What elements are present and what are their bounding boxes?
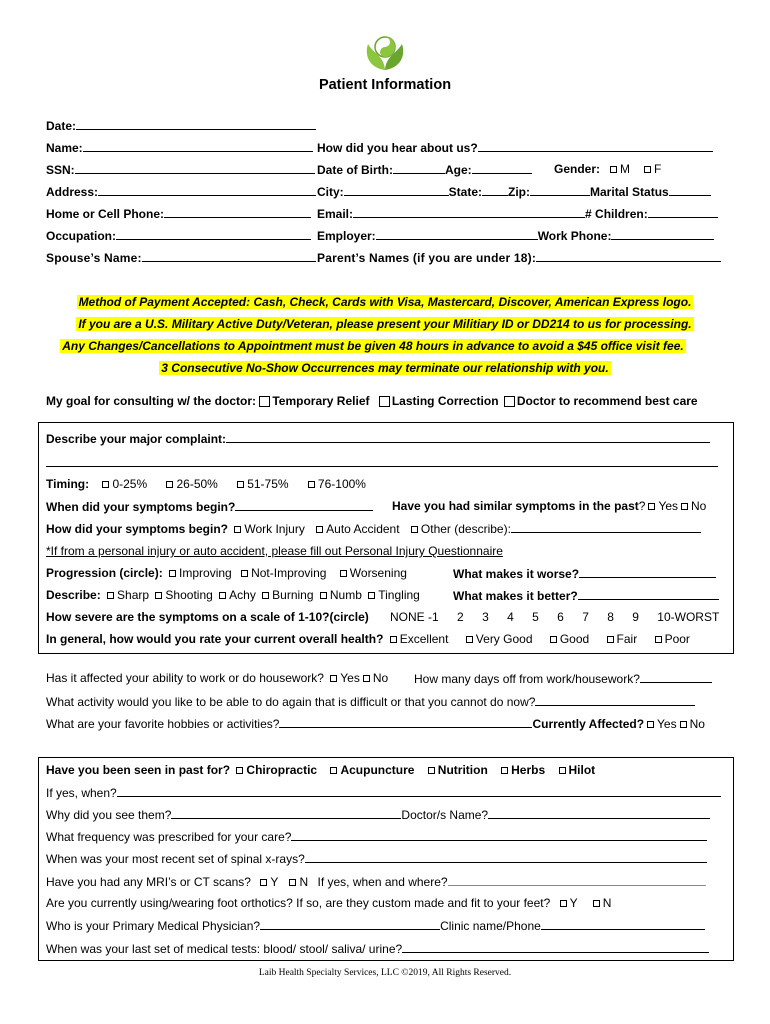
affected-yes-checkbox[interactable]: [330, 675, 337, 682]
not-improving-checkbox[interactable]: [241, 570, 248, 577]
herbs-label: Herbs: [511, 763, 546, 777]
burning-checkbox[interactable]: [262, 592, 269, 599]
fair-label: Fair: [616, 632, 638, 646]
timing-0-25-checkbox[interactable]: [102, 481, 109, 488]
city-field[interactable]: [344, 184, 449, 196]
parents-label: Parent’s Names (if you are under 18):: [317, 251, 537, 265]
hobbies-field[interactable]: [279, 716, 532, 728]
hilot-checkbox[interactable]: [559, 767, 566, 774]
ssn-field[interactable]: [75, 162, 315, 174]
currently-yes-checkbox[interactable]: [647, 721, 654, 728]
severity-option[interactable]: 4: [507, 610, 514, 624]
name-field[interactable]: [83, 140, 313, 152]
severity-scale: [390, 610, 719, 624]
shooting-label: Shooting: [165, 588, 213, 602]
doctor-name-label: Doctor/s Name?: [401, 808, 489, 822]
goal-lasting-checkbox[interactable]: [379, 396, 390, 407]
orthotics-no-label: N: [602, 896, 612, 910]
goal-recommend-checkbox[interactable]: [504, 396, 515, 407]
severity-option[interactable]: 3: [482, 610, 489, 624]
personal-injury-note: *If from a personal injury or auto accident, please fill out Personal Injury Questionnaire: [46, 544, 503, 558]
state-field[interactable]: [482, 184, 508, 196]
severity-option[interactable]: 2: [457, 610, 464, 624]
xrays-label: When was your most recent set of spinal x-rays?: [46, 852, 305, 866]
worsening-label: Worsening: [349, 566, 407, 580]
currently-affected-label: Currently Affected?: [532, 717, 645, 731]
clinic-field[interactable]: [541, 918, 705, 930]
no-show-notice: 3 Consecutive No-Show Occurrences may terminate our relationship with you.: [161, 361, 609, 375]
other-cause-checkbox[interactable]: [411, 526, 418, 533]
describe-label: Describe:: [46, 588, 101, 602]
complaint-field[interactable]: [226, 431, 710, 443]
heard-label: How did you hear about us?: [317, 141, 478, 155]
currently-yes-label: Yes: [657, 717, 677, 731]
mri-no-checkbox[interactable]: [289, 879, 296, 886]
similar-no-label: No: [691, 499, 707, 513]
numb-label: Numb: [329, 588, 362, 602]
cancellation-notice: Any Changes/Cancellations to Appointment must be given 48 hours in advance to avoid a $45 office visit fee.: [62, 339, 684, 353]
phone-label: Home or Cell Phone:: [46, 207, 165, 221]
children-label: # Children:: [585, 207, 648, 221]
sharp-checkbox[interactable]: [107, 592, 114, 599]
age-label: Age:: [445, 163, 472, 177]
begin-when-label: When did your symptoms begin?: [46, 500, 236, 514]
timing-76-100-checkbox[interactable]: [308, 481, 315, 488]
email-label: Email:: [317, 207, 354, 221]
not-improving-label: Not-Improving: [251, 566, 327, 580]
affected-no-checkbox[interactable]: [363, 675, 370, 682]
acupuncture-checkbox[interactable]: [330, 767, 337, 774]
poor-checkbox[interactable]: [655, 636, 662, 643]
timing-label: Timing:: [46, 477, 90, 491]
work-injury-checkbox[interactable]: [234, 526, 241, 533]
zip-field[interactable]: [530, 184, 590, 196]
if-yes-when-field[interactable]: [117, 785, 721, 797]
phone-field[interactable]: [164, 206, 311, 218]
better-field[interactable]: [578, 588, 719, 600]
other-cause-field[interactable]: [511, 521, 701, 533]
orthotics-yes-checkbox[interactable]: [560, 900, 567, 907]
page-title: Patient Information: [318, 77, 452, 93]
severity-option[interactable]: 5: [532, 610, 539, 624]
mri-yes-label: Y: [270, 875, 279, 889]
address-field[interactable]: [98, 184, 316, 196]
orthotics-no-checkbox[interactable]: [593, 900, 600, 907]
acupuncture-label: Acupuncture: [340, 763, 415, 777]
numb-checkbox[interactable]: [320, 592, 327, 599]
health-label: In general, how would you rate your current overall health?: [46, 632, 384, 646]
achy-label: Achy: [229, 588, 256, 602]
city-label: City:: [317, 185, 344, 199]
nutrition-label: Nutrition: [437, 763, 488, 777]
better-label: What makes it better?: [453, 589, 578, 603]
currently-no-label: No: [689, 717, 705, 731]
tests-field[interactable]: [402, 941, 709, 953]
spouse-field[interactable]: [142, 250, 316, 262]
goal-temporary-checkbox[interactable]: [259, 396, 270, 407]
poor-label: Poor: [664, 632, 690, 646]
mri-label: Have you had any MRI’s or CT scans?: [46, 875, 251, 889]
complaint-label: Describe your major complaint:: [46, 432, 227, 446]
shooting-checkbox[interactable]: [155, 592, 162, 599]
marital-field[interactable]: [669, 184, 711, 196]
xrays-field[interactable]: [305, 851, 707, 863]
currently-no-checkbox[interactable]: [680, 721, 687, 728]
days-off-label: How many days off from work/housework?: [414, 672, 640, 686]
ssn-label: SSN:: [46, 163, 75, 177]
heard-field[interactable]: [478, 140, 713, 152]
gender-m-checkbox[interactable]: [610, 166, 617, 173]
auto-accident-label: Auto Accident: [326, 522, 400, 536]
zip-label: Zip:: [508, 185, 531, 199]
affected-label: Has it affected your ability to work or do housework?: [46, 671, 324, 685]
gender-m-label: M: [620, 162, 631, 176]
hobbies-label: What are your favorite hobbies or activities?: [46, 717, 280, 731]
begin-when-field[interactable]: [235, 499, 373, 511]
occupation-label: Occupation:: [46, 229, 117, 243]
parents-field[interactable]: [536, 250, 721, 262]
copyright-footer: Laib Health Specialty Services, LLC ©2019, All Rights Reserved.: [258, 968, 512, 978]
severity-option[interactable]: 10-WORST: [657, 610, 720, 624]
physician-field[interactable]: [260, 918, 440, 930]
age-field[interactable]: [472, 162, 532, 174]
fair-checkbox[interactable]: [607, 636, 614, 643]
date-field[interactable]: [76, 118, 316, 130]
burning-label: Burning: [272, 588, 314, 602]
achy-checkbox[interactable]: [219, 592, 226, 599]
good-label: Good: [559, 632, 590, 646]
doctor-name-field[interactable]: [488, 807, 710, 819]
occupation-field[interactable]: [116, 228, 311, 240]
military-notice: If you are a U.S. Military Active Duty/Veteran, please present your Militiary ID or DD214 to us for processing.: [78, 317, 692, 331]
activity-label: What activity would you like to be able to do again that is difficult or that you cannot do now?: [46, 695, 536, 709]
hilot-label: Hilot: [568, 763, 596, 777]
similar-yes-checkbox[interactable]: [648, 503, 655, 510]
name-label: Name:: [46, 141, 83, 155]
why-field[interactable]: [171, 807, 401, 819]
state-label: State:: [448, 185, 483, 199]
leaf-yin-yang-logo: [358, 34, 412, 74]
clinic-label: Clinic name/Phone: [440, 919, 541, 933]
activity-field[interactable]: [535, 694, 695, 706]
mri-yes-checkbox[interactable]: [260, 879, 267, 886]
very-good-checkbox[interactable]: [466, 636, 473, 643]
severity-option[interactable]: NONE -1: [390, 610, 439, 624]
similar-yes-label: Yes: [658, 499, 679, 513]
timing-26-50-label: 26-50%: [176, 477, 218, 491]
if-yes-when-label: If yes, when?: [46, 786, 117, 800]
progression-label: Progression (circle):: [46, 566, 163, 580]
seen-label: Have you been seen in past for?: [46, 763, 231, 777]
tingling-label: Tingling: [378, 588, 420, 602]
similar-no-checkbox[interactable]: [681, 503, 688, 510]
good-checkbox[interactable]: [550, 636, 557, 643]
timing-51-75-label: 51-75%: [247, 477, 289, 491]
orthotics-label: Are you currently using/wearing foot orthotics? If so, are they custom made and fit to your feet?: [46, 896, 551, 910]
worse-label: What makes it worse?: [453, 567, 580, 581]
employer-label: Employer:: [317, 229, 376, 243]
improving-checkbox[interactable]: [169, 570, 176, 577]
improving-label: Improving: [179, 566, 232, 580]
work-injury-label: Work Injury: [244, 522, 305, 536]
address-label: Address:: [46, 185, 99, 199]
children-field[interactable]: [648, 206, 718, 218]
gender-f-checkbox[interactable]: [644, 166, 651, 173]
timing-0-25-label: 0-25%: [112, 477, 148, 491]
date-label: Date:: [46, 119, 77, 133]
gender-f-label: F: [654, 162, 662, 176]
email-field[interactable]: [353, 206, 585, 218]
frequency-label: What frequency was prescribed for your care?: [46, 830, 292, 844]
gender-label: Gender:: [554, 162, 601, 176]
payment-notice: Method of Payment Accepted: Cash, Check, Cards with Visa, Mastercard, Discover, American Express logo.: [78, 295, 692, 309]
spouse-label: Spouse’s Name:: [46, 251, 142, 265]
tingling-checkbox[interactable]: [368, 592, 375, 599]
severity-option[interactable]: 8: [607, 610, 614, 624]
goal-recommend-label: Doctor to recommend best care: [516, 394, 698, 408]
timing-51-75-checkbox[interactable]: [237, 481, 244, 488]
days-off-field[interactable]: [640, 671, 712, 683]
goal-temporary-label: Temporary Relief: [272, 394, 370, 408]
chiropractic-label: Chiropractic: [246, 763, 318, 777]
severity-option[interactable]: 6: [557, 610, 564, 624]
very-good-label: Very Good: [475, 632, 533, 646]
orthotics-yes-label: Y: [569, 896, 578, 910]
nutrition-checkbox[interactable]: [428, 767, 435, 774]
severity-label: How severe are the symptoms on a scale of 1-10?(circle): [46, 610, 369, 624]
dob-field[interactable]: [393, 162, 445, 174]
mri-no-label: N: [299, 875, 309, 889]
marital-label: Marital Status: [590, 185, 669, 199]
physician-label: Who is your Primary Medical Physician?: [46, 919, 261, 933]
worse-field[interactable]: [579, 566, 716, 578]
severity-option[interactable]: 7: [582, 610, 589, 624]
excellent-checkbox[interactable]: [390, 636, 397, 643]
chiropractic-checkbox[interactable]: [236, 767, 243, 774]
affected-no-label: No: [372, 671, 389, 685]
worsening-checkbox[interactable]: [340, 570, 347, 577]
auto-accident-checkbox[interactable]: [316, 526, 323, 533]
goal-label: My goal for consulting w/ the doctor:: [46, 394, 256, 408]
excellent-label: Excellent: [399, 632, 449, 646]
frequency-field[interactable]: [291, 829, 707, 841]
begin-how-label: How did your symptoms begin?: [46, 522, 229, 536]
employer-field[interactable]: [376, 228, 538, 240]
complaint-field-line2[interactable]: [46, 466, 718, 467]
timing-26-50-checkbox[interactable]: [166, 481, 173, 488]
work-phone-label: Work Phone:: [537, 229, 612, 243]
sharp-label: Sharp: [117, 588, 150, 602]
herbs-checkbox[interactable]: [501, 767, 508, 774]
mri-when-field[interactable]: [448, 874, 706, 886]
timing-76-100-label: 76-100%: [317, 477, 366, 491]
dob-label: Date of Birth:: [317, 163, 393, 177]
similar-label: Have you had similar symptoms in the past: [392, 499, 639, 513]
other-cause-label: Other (describe):: [420, 522, 511, 536]
severity-option[interactable]: 9: [632, 610, 639, 624]
goal-lasting-label: Lasting Correction: [391, 394, 499, 408]
work-phone-field[interactable]: [611, 228, 714, 240]
mri-when-label: If yes, when and where?: [317, 875, 448, 889]
affected-yes-label: Yes: [340, 671, 360, 685]
tests-label: When was your last set of medical tests: blood/ stool/ saliva/ urine?: [46, 942, 403, 956]
why-label: Why did you see them?: [46, 808, 172, 822]
